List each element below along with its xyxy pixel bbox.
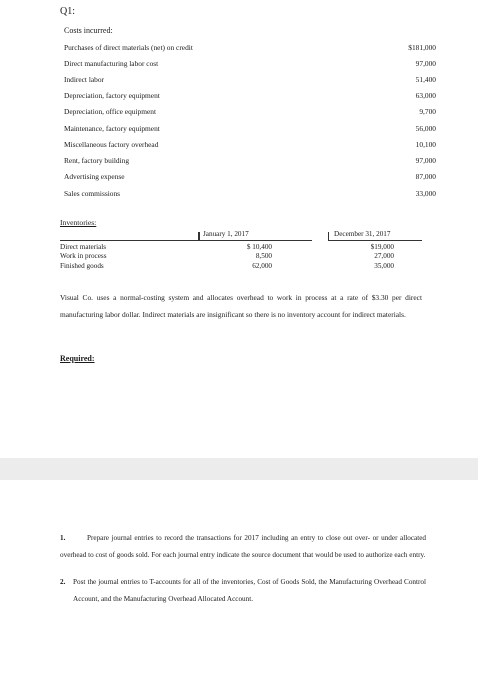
inventory-label: Finished goods bbox=[60, 262, 104, 270]
cost-label: Sales commissions bbox=[64, 189, 121, 198]
cost-label: Direct manufacturing labor cost bbox=[64, 59, 159, 68]
cost-row bbox=[64, 59, 436, 71]
cost-row bbox=[64, 124, 436, 136]
inventory-jan-value: 8,500 bbox=[255, 252, 272, 260]
cost-row bbox=[64, 91, 436, 103]
inventory-col-dec: December 31, 2017 bbox=[334, 230, 391, 238]
cost-label: Advertising expense bbox=[64, 172, 125, 181]
cost-amount: 33,000 bbox=[415, 189, 436, 198]
inventory-dec-value: 35,000 bbox=[374, 262, 394, 270]
requirement-number: 1. bbox=[60, 534, 66, 542]
requirement-item bbox=[60, 574, 426, 607]
cost-amount: $181,000 bbox=[408, 43, 436, 52]
cost-amount: 97,000 bbox=[415, 59, 436, 68]
question-heading: Q1: bbox=[60, 6, 75, 17]
problem-description: Visual Co. uses a normal-costing system and allocates overhead to work in process at a rate of $3.30 per direct manufacturing labor dollar. Indirect materials are insignificant so there is no inventory account for indirect materials. bbox=[60, 293, 422, 319]
cost-amount: 10,100 bbox=[415, 140, 436, 149]
requirement-item bbox=[60, 530, 426, 563]
inventory-label: Work in process bbox=[60, 252, 107, 260]
cost-label: Indirect labor bbox=[64, 75, 105, 84]
page-separator bbox=[0, 458, 478, 480]
inventory-jan-value: $ 10,400 bbox=[246, 243, 272, 251]
cost-amount: 97,000 bbox=[415, 156, 436, 165]
cost-amount: 87,000 bbox=[415, 172, 436, 181]
requirement-text: Prepare journal entries to record the transactions for 2017 including an entry to close out over- or under allocated overhead to cost of goods sold. For each journal entry indicate the source document that would be used to authorize each entry. bbox=[60, 534, 426, 559]
cost-label: Purchases of direct materials (net) on credit bbox=[64, 43, 193, 52]
cost-label: Depreciation, office equipment bbox=[64, 107, 157, 116]
inventory-label: Direct materials bbox=[60, 243, 107, 251]
required-heading: Required: bbox=[60, 354, 95, 363]
inventory-dec-value: $19,000 bbox=[370, 243, 394, 251]
requirement-text: Post the journal entries to T-accounts for all of the inventories, Cost of Goods Sold, the Manufacturing Overhead Control Account, and the Manufacturing Overhead Allocated Account. bbox=[73, 578, 426, 603]
cost-row bbox=[64, 43, 436, 55]
cost-row bbox=[64, 140, 436, 152]
cost-row bbox=[64, 75, 436, 87]
inventory-rule bbox=[60, 240, 422, 241]
cost-row bbox=[64, 107, 436, 119]
requirement-number: 2. bbox=[60, 578, 66, 586]
inventory-jan-value: 62,000 bbox=[252, 262, 272, 270]
cost-amount: 9,700 bbox=[419, 107, 436, 116]
cost-amount: 63,000 bbox=[415, 91, 436, 100]
inventory-col-jan: January 1, 2017 bbox=[203, 230, 249, 238]
costs-title: Costs incurred: bbox=[64, 26, 113, 35]
cost-amount: 56,000 bbox=[415, 124, 436, 133]
cost-label: Maintenance, factory equipment bbox=[64, 124, 160, 133]
cost-row bbox=[64, 189, 436, 201]
cost-label: Rent, factory building bbox=[64, 156, 130, 165]
cost-amount: 51,400 bbox=[415, 75, 436, 84]
cost-row bbox=[64, 172, 436, 184]
inventories-title: Inventories: bbox=[60, 218, 97, 227]
cost-label: Miscellaneous factory overhead bbox=[64, 140, 159, 149]
inventory-dec-value: 27,000 bbox=[374, 252, 394, 260]
cost-row bbox=[64, 156, 436, 168]
cost-label: Depreciation, factory equipment bbox=[64, 91, 160, 100]
